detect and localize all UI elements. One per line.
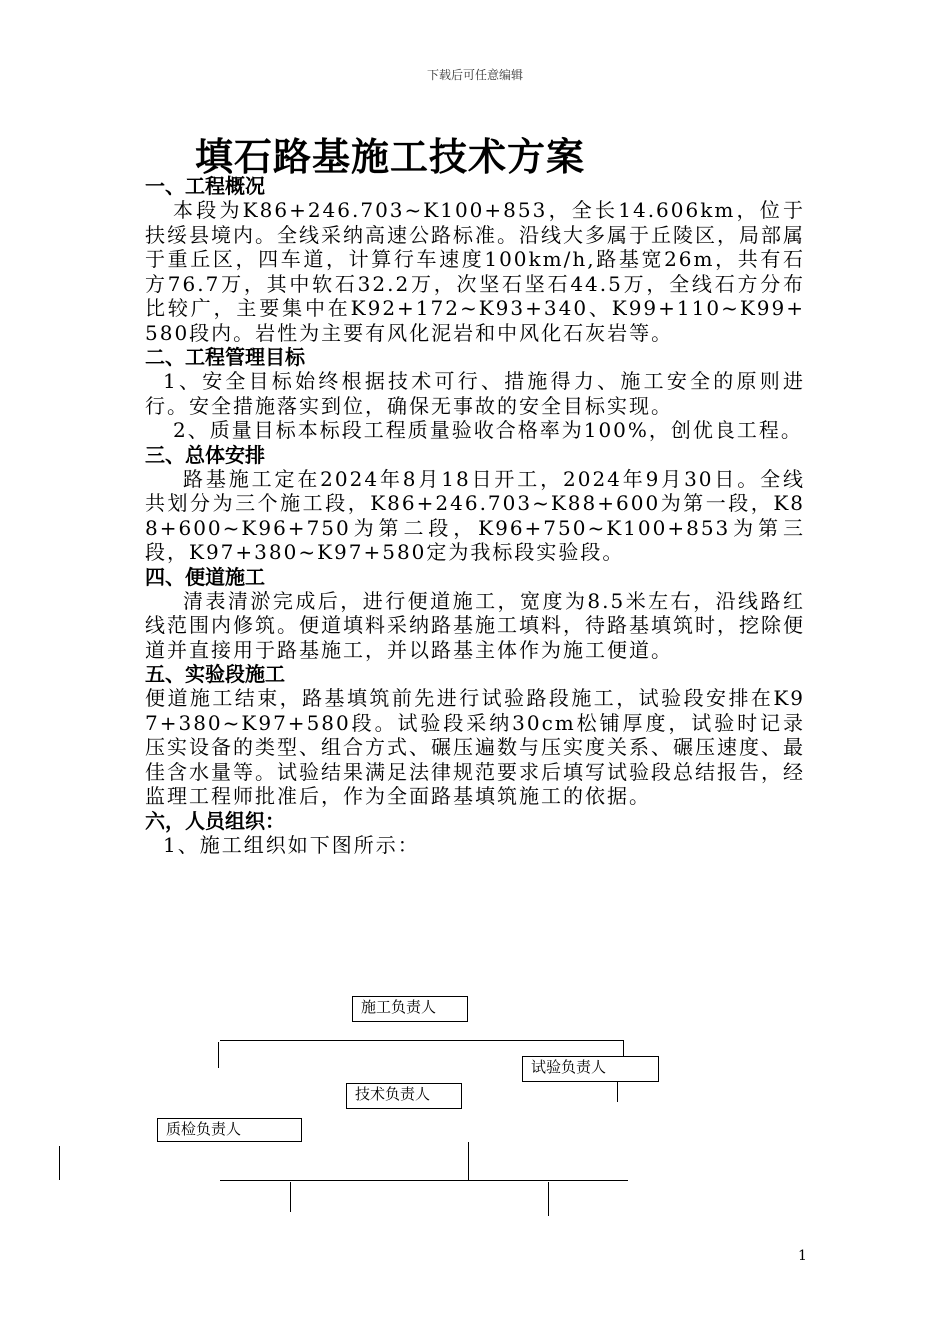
paragraph: 1、施工组织如下图所示： <box>163 832 420 857</box>
section-heading: 六，人员组织： <box>145 808 285 833</box>
paragraph: 2、质量目标本标段工程质量验收合格率为100%，创优良工程。 <box>173 418 803 442</box>
org-box-test-lead: 试验负责人 <box>522 1056 659 1082</box>
org-line <box>218 1042 219 1068</box>
section-heading: 二、工程管理目标 <box>145 345 305 369</box>
org-line <box>220 1180 628 1181</box>
paragraph: 路基施工定在2024年8月18日开工，2024年9月30日。全线共划分为三个施工段，K86+246.703~K88+600为第一段，K88+600~K96+750为第二段，K96+750~K100+853为第三段，K97+380~K97+580定为我标段实验段。 <box>145 466 805 564</box>
org-line <box>59 1146 60 1180</box>
document-body <box>145 174 805 857</box>
org-line <box>623 1040 624 1056</box>
section-heading: 一、工程概况 <box>145 174 265 198</box>
section-heading: 三、总体安排 <box>145 442 265 467</box>
org-box-quality-lead: 质检负责人 <box>157 1118 302 1142</box>
org-box-technical-lead: 技术负责人 <box>346 1083 462 1109</box>
paragraph: 1、安全目标始终根据技术可行、措施得力、施工安全的原则进行。安全措施落实到位，确保无事故的安全目标实现。 <box>145 369 805 418</box>
org-line <box>290 1182 291 1212</box>
section-heading: 五、实验段施工 <box>145 662 285 686</box>
org-line <box>220 1040 624 1041</box>
org-line <box>548 1182 549 1216</box>
org-line <box>617 1082 618 1102</box>
paragraph: 清表清淤完成后，进行便道施工，宽度为8.5米左右，沿线路红线范围内修筑。便道填料采纳路基施工填料，待路基填筑时，挖除便道并直接用于路基施工，并以路基主体作为施工便道。 <box>145 588 805 662</box>
paragraph: 本段为K86+246.703~K100+853，全长14.606km，位于扶绥县境内。全线采纳高速公路标准。沿线大多属于丘陵区，局部属于重丘区，四车道，计算行车速度100km/h,路基宽26m，共有石方76.7万，其中软石32.2万，次坚石坚石44.5万，全线石方分布比较广，主要集中在K92+172~K93+340、K99+110~K99+580段内。岩性为主要有风化泥岩和中风化石灰岩等。 <box>145 198 805 345</box>
header-note: 下载后可任意编辑 <box>426 68 523 82</box>
document-title: 填石路基施工技术方案 <box>195 135 586 179</box>
org-box-construction-lead: 施工负责人 <box>352 996 468 1022</box>
paragraph: 便道施工结束，路基填筑前先进行试验路段施工，试验段安排在K97+380~K97+580段。试验段采纳30cm松铺厚度，试验时记录压实设备的类型、组合方式、碾压遍数与压实度关系、碾压速度、最佳含水量等。试验结果满足法律规范要求后填写试验段总结报告，经监理工程师批准后，作为全面路基填筑施工的依据。 <box>145 686 805 808</box>
section-heading: 四、便道施工 <box>145 564 265 589</box>
org-line <box>468 1142 469 1180</box>
page-number: 1 <box>798 1248 807 1264</box>
